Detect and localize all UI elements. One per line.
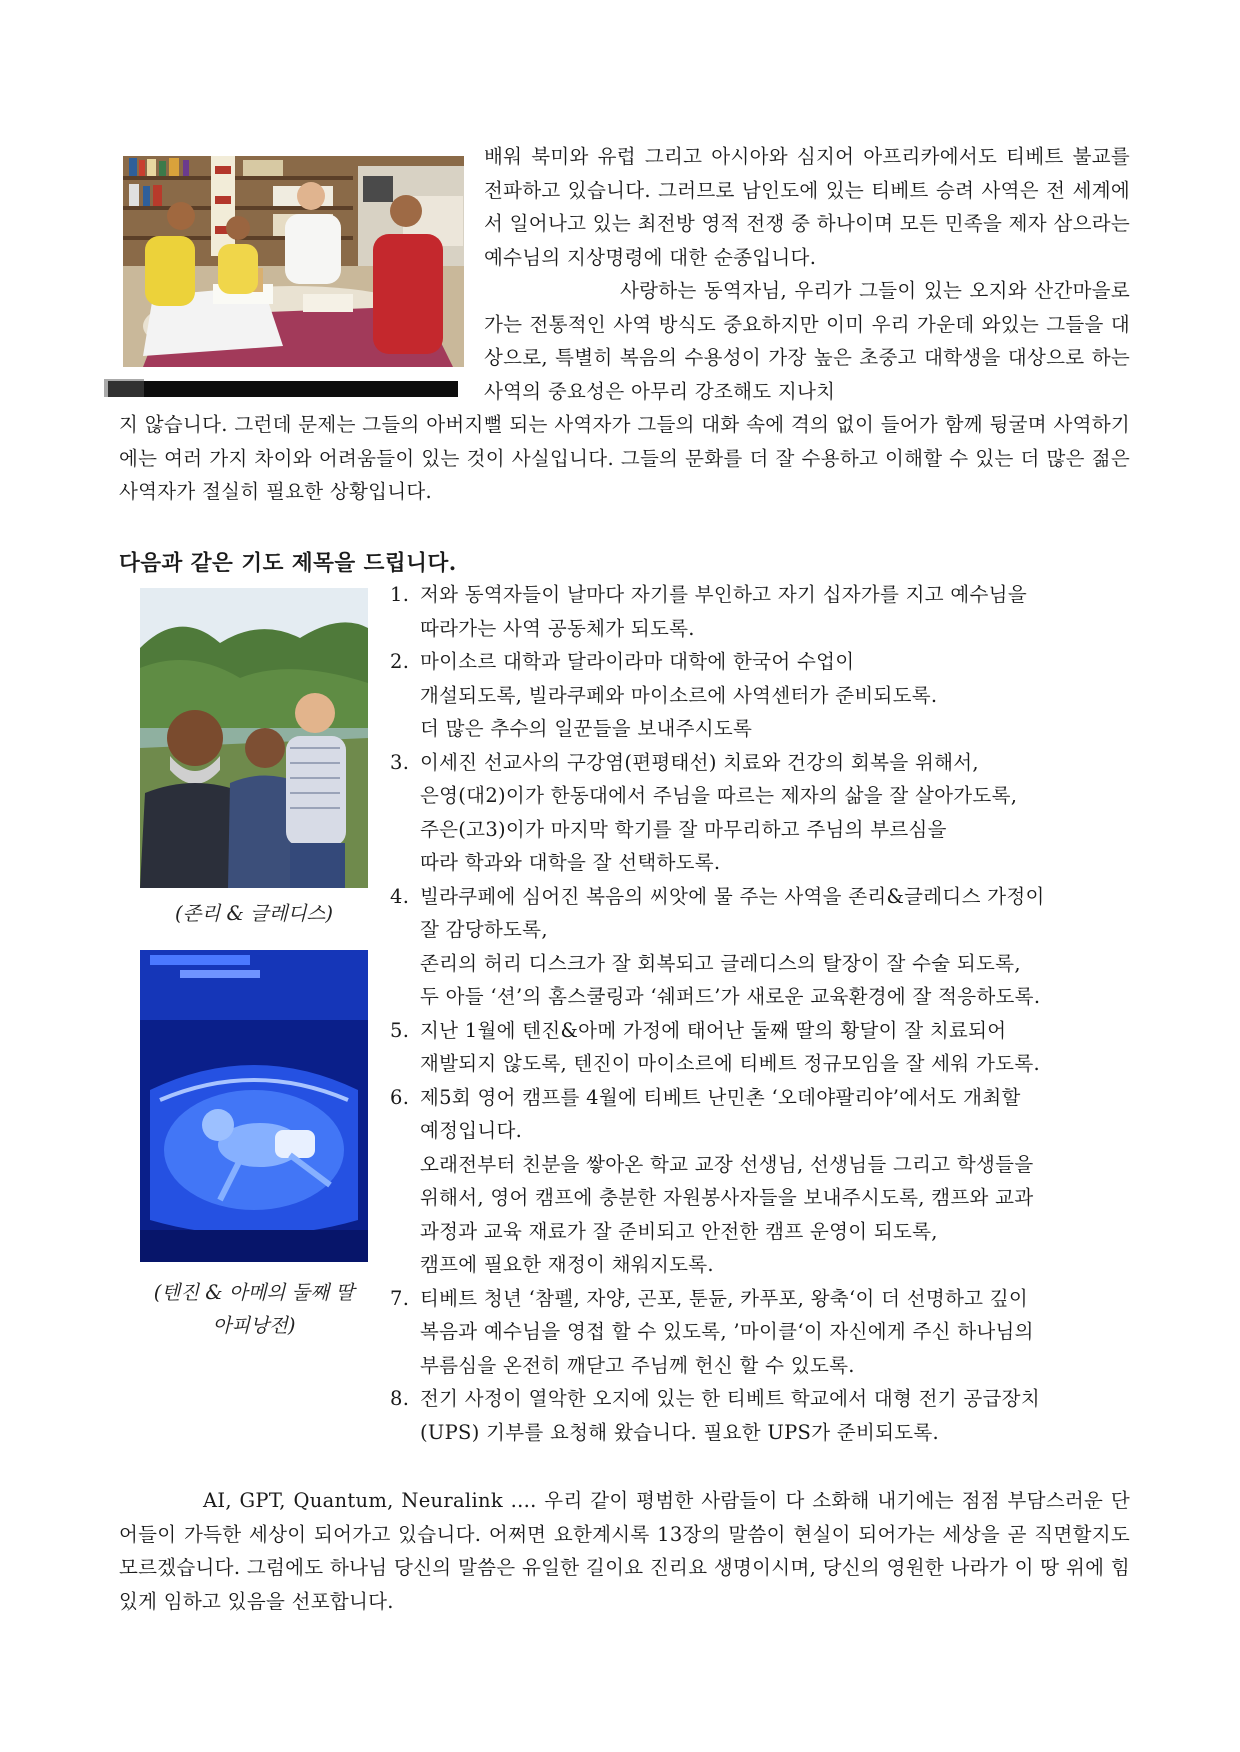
prayer-list	[384, 578, 1124, 1449]
prayer-item: 1. 저와 동역자들이 날마다 자기를 부인하고 자기 십자가를 지고 예수님을 따라가는 사역 공동체가 되도록.	[390, 583, 1027, 640]
prayer-item: 8. 전기 사정이 열악한 오지에 있는 한 티베트 학교에서 대형 전기 공급장치 (UPS) 기부를 요청해 왔습니다. 필요한 UPS가 준비되도록.	[390, 1387, 1040, 1444]
closing-paragraph: AI, GPT, Quantum, Neuralink .... 우리 같이 평범한 사람들이 다 소화해 내기에는 점점 부담스러운 단어들이 가득한 세상이 되어가고 있습니다. 어쩌면 요한계시록 13장의 말씀이 현실이 되어가는 세상을 곧 직면할지도 모르겠습니다. 그럼에도 하나님 당신의 말씀은 유일한 길이요 진리요 생명이시며, 당신의 영원한 나라가 이 땅 위에 힘있게 임하고 있음을 선포합니다.	[119, 1489, 1130, 1613]
prayer-item: 5. 지난 1월에 텐진&아메 가정에 태어난 둘째 딸의 황달이 잘 치료되어 재발되지 않도록, 텐진이 마이소르에 티베트 정규모임을 잘 세워 가도록.	[390, 1018, 1040, 1075]
prayer-item: 4. 빌라쿠페에 심어진 복음의 씨앗에 물 주는 사역을 존리&글레디스 가정이 잘 감당하도록, 존리의 허리 디스크가 잘 회복되고 글레디스의 탈장이 잘 수술 되도록, 두 아들 ‘션’의 홈스쿨링과 ‘쉐퍼드’가 새로운 교육환경에 잘 적응하도록.	[390, 884, 1045, 1008]
photo-study-group	[123, 156, 464, 367]
photo-john-gladys	[140, 588, 368, 888]
prayer-item: 2. 마이소르 대학과 달라이라마 대학에 한국어 수업이 개설되도록, 빌라쿠페와 마이소르에 사역센터가 준비되도록. 더 많은 추수의 일꾼들을 보내주시도록	[390, 650, 938, 740]
intro-full-paragraph: 지 않습니다. 그런데 문제는 그들의 아버지뻘 되는 사역자가 그들의 대화 속에 격의 없이 들어가 함께 뒹굴며 사역하기에는 여러 가지 차이와 어려움들이 있는 것이 사실입니다. 그들의 문화를 더 잘 수용하고 이해할 수 있는 더 많은 젊은 사역자가 절실히 필요한 상황입니다.	[119, 413, 1130, 503]
caption-john-gladys: (존리 & 글레디스)	[175, 902, 333, 925]
caption-baby: (텐진 & 아메의 둘째 딸 아피낭전)	[153, 1281, 355, 1337]
intro-wrapped-paragraph: 배워 북미와 유럽 그리고 아시아와 심지어 아프리카에서도 티베트 불교를 전파하고 있습니다. 그러므로 남인도에 있는 티베트 승려 사역은 전 세계에서 일어나고 있는 최전방 영적 전쟁 중 하나이며 모든 민족을 제자 삼으라는 예수님의 지상명령에 대한 순종입니다. 사랑하는 동역자님, 우리가 그들이 있는 오지와 산간마을로 가는 전통적인 사역 방식도 중요하지만 이미 우리 가운데 와있는 그들을 대상으로, 특별히 복음의 수용성이 가장 높은 초중고 대학생을 대상으로 하는 사역의 중요성은 아무리 강조해도 지나치	[484, 145, 1130, 403]
photo-baby-incubator	[140, 950, 368, 1262]
redacted-mark	[104, 378, 460, 398]
prayer-heading: 다음과 같은 기도 제목을 드립니다.	[119, 551, 457, 576]
prayer-item: 7. 티베트 청년 ‘참펠, 자양, 곤포, 툰듄, 카푸포, 왕축‘이 더 선명하고 깊이 복음과 예수님을 영접 할 수 있도록, ’마이클‘이 자신에게 주신 하나님의 부름심을 온전히 깨닫고 주님께 헌신 할 수 있도록.	[390, 1286, 1034, 1377]
prayer-item: 3. 이세진 선교사의 구강염(편평태선) 치료와 건강의 회복을 위해서, 은영(대2)이가 한동대에서 주님을 따르는 제자의 삶을 잘 살아가도록, 주은(고3)이가 마지막 학기를 잘 마무리하고 주님의 부르심을 따라 학과와 대학을 잘 선택하도록.	[390, 750, 1018, 874]
prayer-item: 6. 제5회 영어 캠프를 4월에 티베트 난민촌 ‘오데야팔리야’에서도 개최할 예정입니다. 오래전부터 친분을 쌓아온 학교 교장 선생님, 선생님들 그리고 학생들을 위해서, 영어 캠프에 충분한 자원봉사자들을 보내주시도록, 캠프와 교과 과정과 교육 재료가 잘 준비되고 안전한 캠프 운영이 되도록, 캠프에 필요한 재정이 채워지도록.	[390, 1085, 1034, 1276]
